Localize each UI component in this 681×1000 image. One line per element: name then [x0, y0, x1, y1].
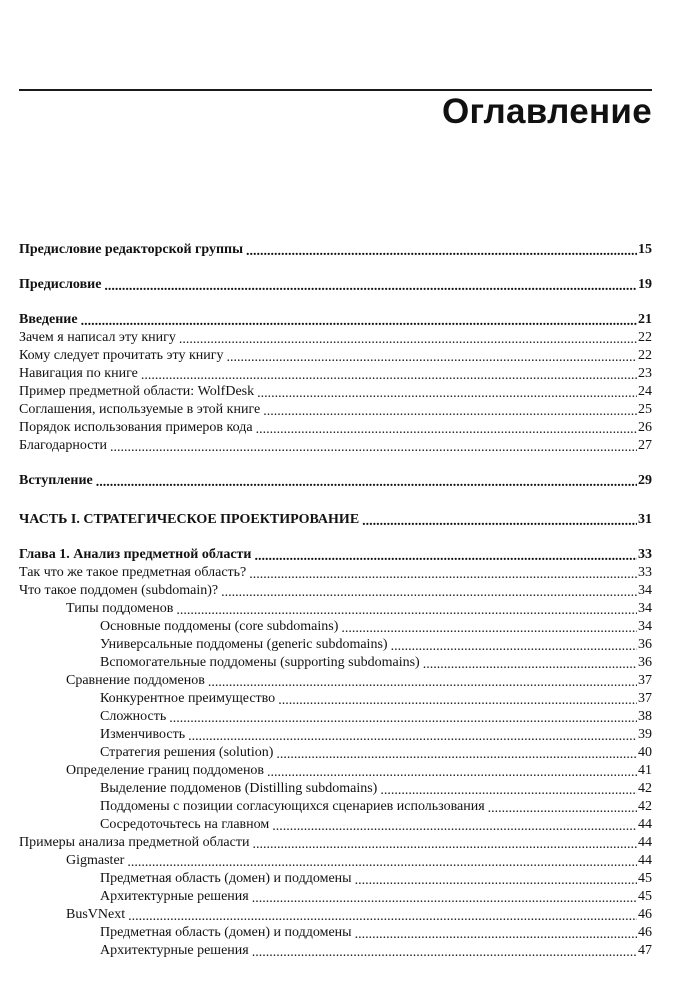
toc-entry: Вступление ..... 29 [19, 471, 652, 490]
table-of-contents [19, 240, 652, 960]
toc-part-heading: ЧАСТЬ I. СТРАТЕГИЧЕСКОЕ ПРОЕКТИРОВАНИЕ ..... 31 [19, 510, 652, 529]
toc-entry: Предисловие ..... 19 [19, 275, 652, 294]
toc-entry: Универсальные поддомены (generic subdomains) ..... 36 [19, 636, 652, 654]
toc-entry: Предметная область (домен) и поддомены ..... 46 [19, 924, 652, 942]
toc-entry: Предисловие редакторской группы ..... 15 [19, 240, 652, 259]
toc-entry: Вспомогательные поддомены (supporting subdomains) ..... 36 [19, 654, 652, 672]
toc-entry: Примеры анализа предметной области ..... 44 [19, 834, 652, 852]
toc-entry: Основные поддомены (core subdomains) ..... 34 [19, 618, 652, 636]
toc-entry: Так что же такое предметная область? ..... 33 [19, 564, 652, 582]
toc-entry: Пример предметной области: WolfDesk ..... 24 [19, 383, 652, 401]
toc-entry: Архитектурные решения ..... 45 [19, 888, 652, 906]
toc-entry: Соглашения, используемые в этой книге ..... 25 [19, 401, 652, 419]
toc-entry: Введение ..... 21 [19, 310, 652, 329]
toc-entry: Сосредоточьтесь на главном ..... 44 [19, 816, 652, 834]
toc-entry: Порядок использования примеров кода ..... 26 [19, 419, 652, 437]
toc-entry: Стратегия решения (solution) ..... 40 [19, 744, 652, 762]
toc-entry: Кому следует прочитать эту книгу ..... 22 [19, 347, 652, 365]
toc-entry: Выделение поддоменов (Distilling subdomains) ..... 42 [19, 780, 652, 798]
toc-entry: Что такое поддомен (subdomain)? ..... 34 [19, 582, 652, 600]
toc-entry: Изменчивость ..... 39 [19, 726, 652, 744]
toc-entry: Сравнение поддоменов ..... 37 [19, 672, 652, 690]
toc-entry: Сложность ..... 38 [19, 708, 652, 726]
toc-entry: Определение границ поддоменов ..... 41 [19, 762, 652, 780]
toc-entry: Предметная область (домен) и поддомены ..... 45 [19, 870, 652, 888]
toc-chapter-heading: Глава 1. Анализ предметной области ..... 33 [19, 545, 652, 564]
toc-entry: Gigmaster ..... 44 [19, 852, 652, 870]
toc-entry: Благодарности ..... 27 [19, 437, 652, 455]
header-rule [19, 89, 652, 91]
toc-entry: Типы поддоменов ..... 34 [19, 600, 652, 618]
page-title: Оглавление [441, 92, 652, 131]
toc-entry: Навигация по книге ..... 23 [19, 365, 652, 383]
toc-entry: BusVNext ..... 46 [19, 906, 652, 924]
toc-entry: Поддомены с позиции согласующихся сценариев использования ..... 42 [19, 798, 652, 816]
toc-entry: Архитектурные решения ..... 47 [19, 942, 652, 960]
toc-entry: Конкурентное преимущество ..... 37 [19, 690, 652, 708]
toc-entry: Зачем я написал эту книгу ..... 22 [19, 329, 652, 347]
